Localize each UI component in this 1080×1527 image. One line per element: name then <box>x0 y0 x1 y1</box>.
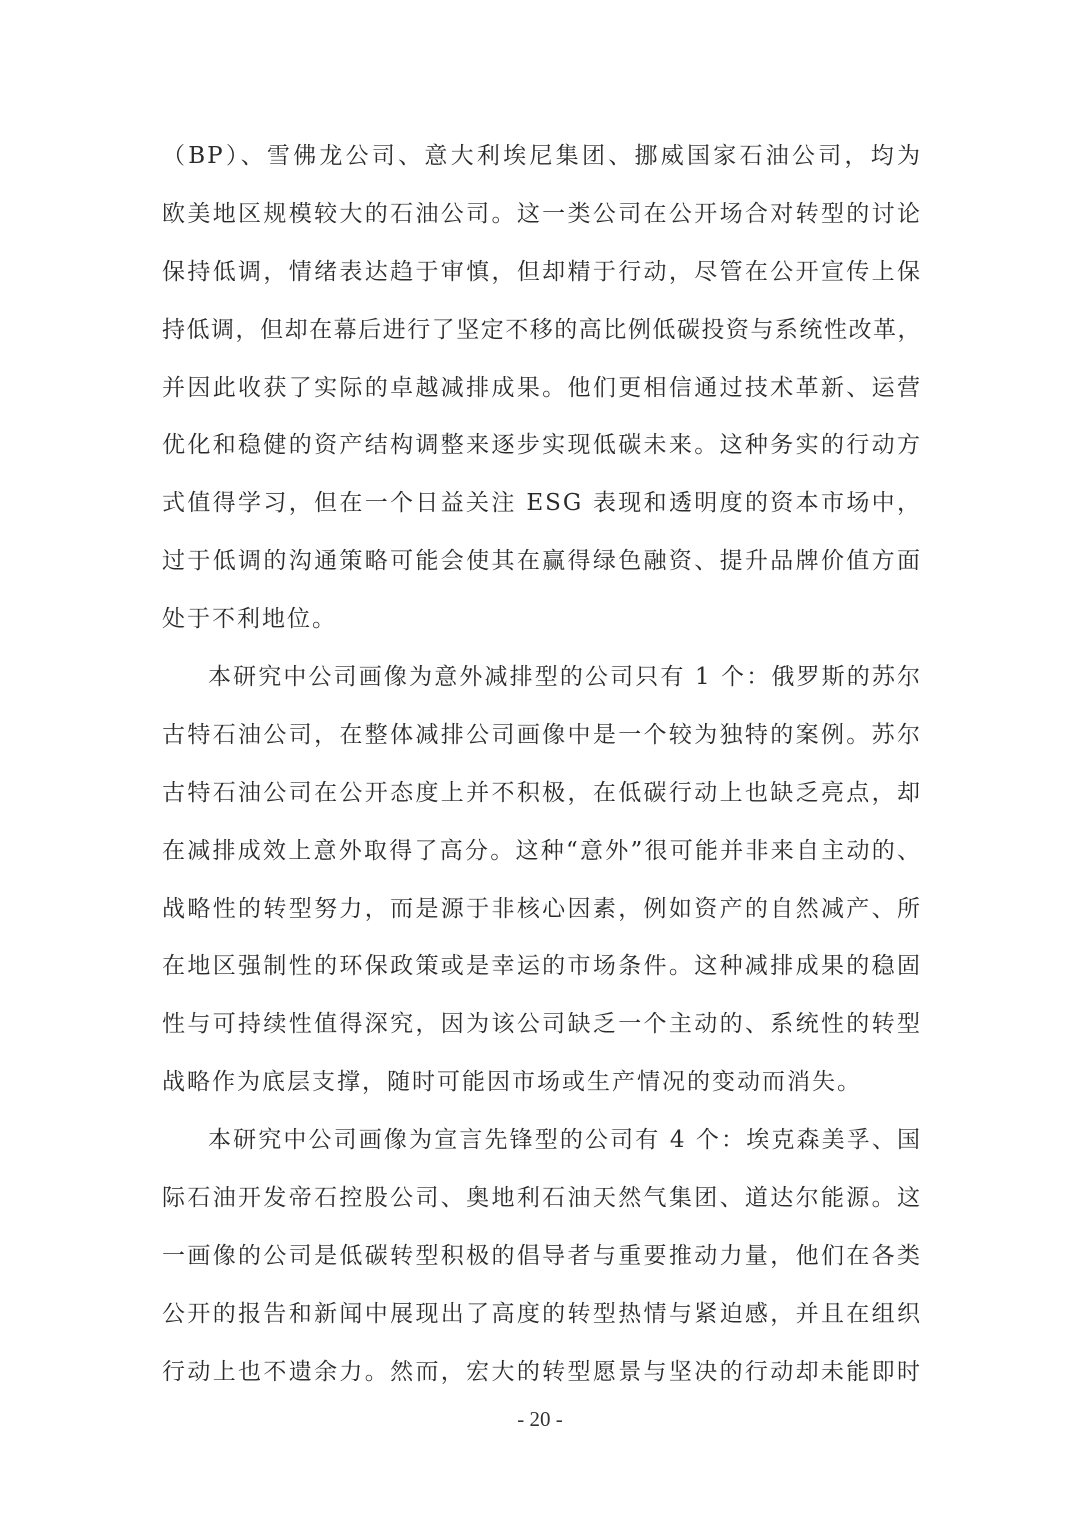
text-line: 公开的报告和新闻中展现出了高度的转型热情与紧迫感，并且在组织 <box>162 1300 922 1327</box>
text-line: 欧美地区规模较大的石油公司。这一类公司在公开场合对转型的讨论 <box>162 200 922 227</box>
page-number: - 20 - <box>517 1407 563 1431</box>
paragraph-first-line: 本研究中公司画像为宣言先锋型的公司有 4 个：埃克森美孚、国 <box>208 1127 922 1154</box>
text-line: 性与可持续性值得深究，因为该公司缺乏一个主动的、系统性的转型 <box>162 1011 922 1038</box>
text-line: 在减排成效上意外取得了高分。这种“意外”很可能并非来自主动的、 <box>162 837 922 864</box>
text-line: 战略性的转型努力，而是源于非核心因素，例如资产的自然减产、所 <box>162 895 922 922</box>
text-line: 并因此收获了实际的卓越减排成果。他们更相信通过技术革新、运营 <box>162 374 922 401</box>
text-line: 际石油开发帝石控股公司、奥地利石油天然气集团、道达尔能源。这 <box>162 1185 922 1212</box>
text-line: 行动上也不遗余力。然而，宏大的转型愿景与坚决的行动却未能即时 <box>162 1358 922 1385</box>
text-line: 过于低调的沟通策略可能会使其在赢得绿色融资、提升品牌价值方面 <box>162 548 922 575</box>
text-line: 一画像的公司是低碳转型积极的倡导者与重要推动力量，他们在各类 <box>162 1242 922 1269</box>
text-line: 古特石油公司，在整体减排公司画像中是一个较为独特的案例。苏尔 <box>162 721 922 748</box>
text-line: 战略作为底层支撑，随时可能因市场或生产情况的变动而消失。 <box>162 1069 862 1096</box>
text-line: 持低调，但却在幕后进行了坚定不移的高比例低碳投资与系统性改革， <box>162 316 922 343</box>
text-line: 优化和稳健的资产结构调整来逐步实现低碳未来。这种务实的行动方 <box>162 432 922 459</box>
text-line: 保持低调，情绪表达趋于审慎，但却精于行动，尽管在公开宣传上保 <box>162 258 922 285</box>
text-line: 古特石油公司在公开态度上并不积极，在低碳行动上也缺乏亮点，却 <box>162 779 922 806</box>
text-line: 处于不利地位。 <box>162 606 337 633</box>
text-line: 式值得学习，但在一个日益关注 ESG 表现和透明度的资本市场中， <box>162 490 922 517</box>
text-line: （BP）、雪佛龙公司、意大利埃尼集团、挪威国家石油公司，均为 <box>162 143 922 169</box>
text-line: 在地区强制性的环保政策或是幸运的市场条件。这种减排成果的稳固 <box>162 953 922 980</box>
body-text <box>162 128 922 1402</box>
paragraph-first-line: 本研究中公司画像为意外减排型的公司只有 1 个：俄罗斯的苏尔 <box>208 664 922 691</box>
